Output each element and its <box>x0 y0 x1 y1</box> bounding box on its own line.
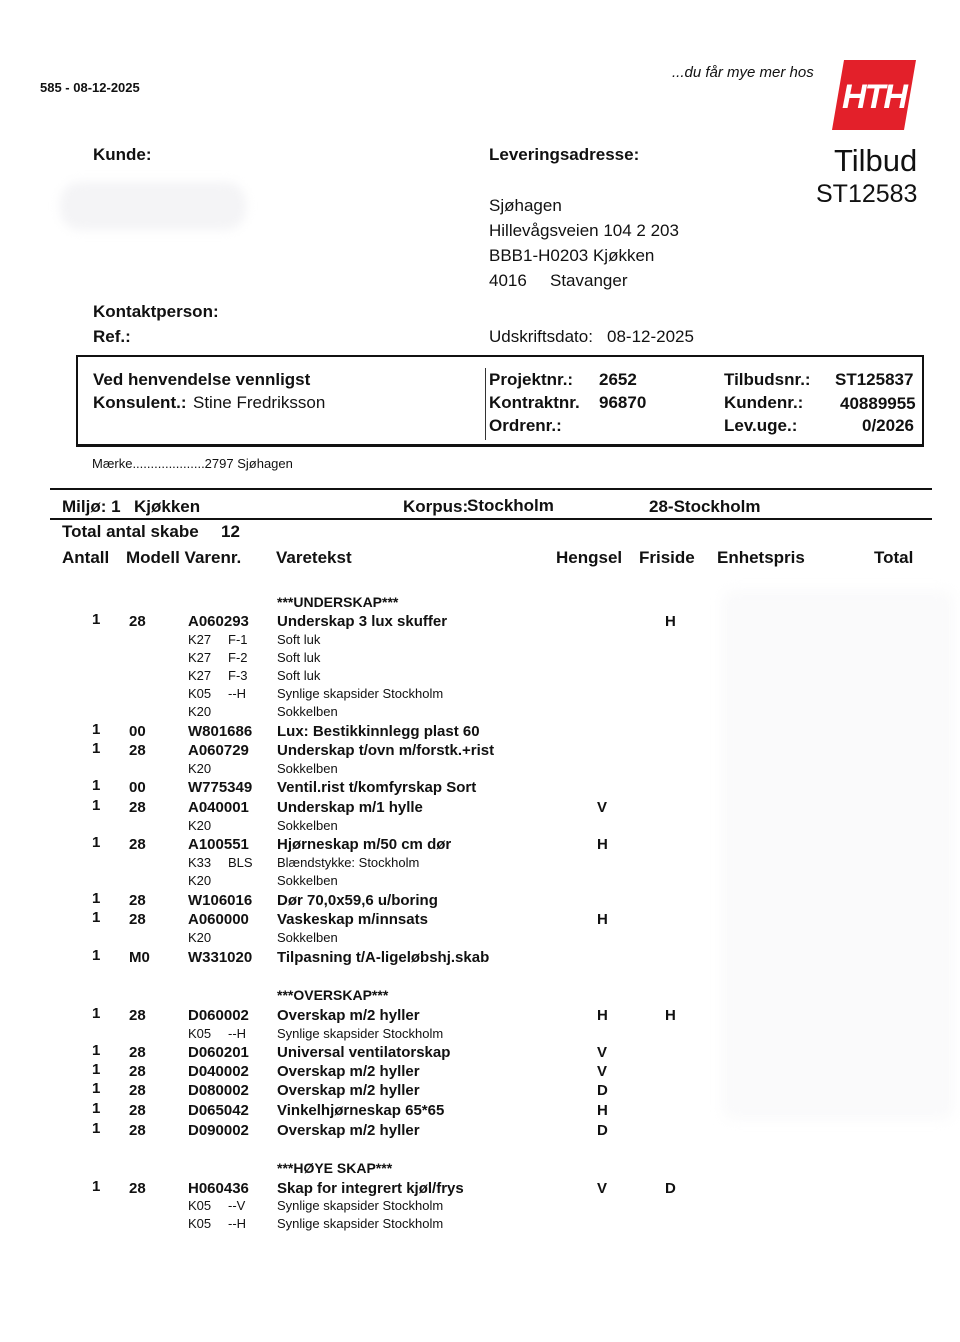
item-description: Overskap m/2 hyller <box>277 1063 420 1080</box>
item-model: 28 <box>129 799 146 816</box>
delivery-address-street: Hillevågsveien 104 2 203 <box>489 221 679 240</box>
item-quantity: 1 <box>92 947 101 964</box>
option-text: Blændstykke: Stockholm <box>277 855 420 870</box>
item-hinge: V <box>597 1063 608 1080</box>
item-description: Vaskeskap m/innsats <box>277 911 428 928</box>
item-model: 28 <box>129 1180 146 1197</box>
delivery-address-label: Leveringsadresse: <box>489 145 640 164</box>
option-code: K20 <box>188 704 212 719</box>
option-text: Soft luk <box>277 632 321 647</box>
info-box-divider <box>485 368 486 440</box>
item-number: W331020 <box>188 949 253 966</box>
section-title: ***UNDERSKAP*** <box>277 594 399 610</box>
item-row <box>0 1122 960 1141</box>
item-quantity: 1 <box>92 1178 101 1195</box>
option-variant: F-3 <box>228 668 248 683</box>
column-total: Total <box>874 548 914 567</box>
item-quantity: 1 <box>92 890 101 907</box>
column-enhetspris: Enhetspris <box>717 548 805 567</box>
item-model: 28 <box>129 911 146 928</box>
contact-note: Ved henvendelse vennligst <box>93 370 311 389</box>
item-model: 00 <box>129 779 146 796</box>
item-description: Overskap m/2 hyller <box>277 1082 420 1099</box>
option-variant: F-1 <box>228 632 248 647</box>
item-hinge: V <box>597 799 608 816</box>
column-antall: Antall <box>62 548 110 567</box>
item-number: A060000 <box>188 911 249 928</box>
delivery-week-label: Lev.uge.: <box>724 416 798 435</box>
item-hinge: D <box>597 1122 608 1139</box>
item-description: Tilpasning t/A-ligeløbshj.skab <box>277 949 490 966</box>
item-number: D080002 <box>188 1082 249 1099</box>
item-description: Underskap 3 lux skuffer <box>277 613 448 630</box>
item-quantity: 1 <box>92 1120 101 1137</box>
item-hinge: H <box>597 911 608 928</box>
item-description: Universal ventilatorskap <box>277 1044 451 1061</box>
item-hinge: D <box>597 1082 608 1099</box>
item-free-side: D <box>665 1180 676 1197</box>
item-description: Overskap m/2 hyller <box>277 1007 420 1024</box>
item-hinge: H <box>597 1102 608 1119</box>
item-quantity: 1 <box>92 740 101 757</box>
item-description: Dør 70,0x59,6 u/boring <box>277 892 438 909</box>
item-model: 28 <box>129 613 146 630</box>
project-number-label: Projektnr.: <box>489 370 574 389</box>
item-quantity: 1 <box>92 1100 101 1117</box>
option-text: Sokkelben <box>277 704 338 719</box>
item-hinge: H <box>597 1007 608 1024</box>
item-quantity: 1 <box>92 1005 101 1022</box>
environment-label: Miljø: 1 <box>62 497 121 516</box>
column-varetekst: Varetekst <box>276 548 352 567</box>
item-description: Ventil.rist t/komfyrskap Sort <box>277 779 477 796</box>
delivery-address-unit: BBB1-H0203 Kjøkken <box>489 246 655 265</box>
item-row <box>0 1180 960 1199</box>
option-text: Soft luk <box>277 668 321 683</box>
item-model: 28 <box>129 836 146 853</box>
item-number: D040002 <box>188 1063 249 1080</box>
delivery-week-value: 0/2026 <box>862 416 914 435</box>
option-code: K27 <box>188 650 212 665</box>
customer-label: Kunde: <box>93 145 152 164</box>
order-number-label: Ordrenr.: <box>489 416 562 435</box>
print-date-value: 08-12-2025 <box>607 327 694 346</box>
korpus-code: 28-Stockholm <box>649 497 761 516</box>
item-description: Hjørneskap m/50 cm dør <box>277 836 452 853</box>
logo-text: HTH <box>842 78 906 116</box>
section-top-rule <box>50 488 932 490</box>
item-option-row <box>0 1216 960 1235</box>
consultant-name: Stine Fredriksson <box>193 393 326 412</box>
prices-redacted <box>722 590 954 1120</box>
item-number: W775349 <box>188 779 253 796</box>
option-code: K05 <box>188 1216 212 1231</box>
item-number: W801686 <box>188 723 253 740</box>
contract-number-label: Kontraktnr. <box>489 393 580 412</box>
option-variant: --H <box>228 1026 247 1041</box>
item-option-row <box>0 1198 960 1217</box>
korpus-label: Korpus: <box>403 497 469 516</box>
option-variant: --V <box>228 1198 246 1213</box>
option-text: Sokkelben <box>277 818 338 833</box>
item-model: 28 <box>129 1063 146 1080</box>
option-text: Synlige skapsider Stockholm <box>277 1198 444 1213</box>
item-description: Overskap m/2 hyller <box>277 1122 420 1139</box>
item-quantity: 1 <box>92 1080 101 1097</box>
contact-person-label: Kontaktperson: <box>93 302 219 321</box>
section-bottom-rule <box>50 518 932 520</box>
item-model: 28 <box>129 1044 146 1061</box>
item-hinge: H <box>597 836 608 853</box>
item-model: 28 <box>129 1007 146 1024</box>
hth-logo <box>830 58 918 132</box>
option-code: K05 <box>188 686 212 701</box>
item-description: Underskap t/ovn m/forstk.+rist <box>277 742 495 759</box>
item-model: 28 <box>129 1102 146 1119</box>
contract-number-value: 96870 <box>599 393 647 412</box>
option-code: K20 <box>188 761 212 776</box>
option-variant: --H <box>228 686 247 701</box>
option-variant: BLS <box>228 855 253 870</box>
total-cabinets-value: 12 <box>221 522 240 541</box>
item-quantity: 1 <box>92 1042 101 1059</box>
item-model: 28 <box>129 1122 146 1139</box>
consultant-label: Konsulent.: <box>93 393 187 412</box>
option-text: Sokkelben <box>277 873 338 888</box>
item-number: D060002 <box>188 1007 249 1024</box>
column-friside: Friside <box>639 548 695 567</box>
offer-number-value: ST125837 <box>835 370 914 389</box>
item-number: A060293 <box>188 613 249 630</box>
project-number-value: 2652 <box>599 370 637 389</box>
item-number: D065042 <box>188 1102 249 1119</box>
option-text: Synlige skapsider Stockholm <box>277 1026 444 1041</box>
customer-name-redacted <box>60 182 246 230</box>
option-code: K27 <box>188 668 212 683</box>
slogan: ...du får mye mer hos <box>672 64 814 81</box>
item-number: A060729 <box>188 742 249 759</box>
option-variant: F-2 <box>228 650 248 665</box>
total-cabinets-label: Total antal skabe <box>62 522 199 541</box>
item-quantity: 1 <box>92 611 101 628</box>
option-text: Synlige skapsider Stockholm <box>277 1216 444 1231</box>
korpus-value: Stockholm <box>467 496 554 515</box>
option-code: K27 <box>188 632 212 647</box>
section-title: ***OVERSKAP*** <box>277 987 389 1003</box>
item-description: Lux: Bestikkinnlegg plast 60 <box>277 723 480 740</box>
environment-name: Kjøkken <box>134 497 201 516</box>
customer-number-label: Kundenr.: <box>724 393 804 412</box>
marking-line: Mærke....................2797 Sjøhagen <box>92 456 293 471</box>
item-free-side: H <box>665 1007 676 1024</box>
item-quantity: 1 <box>92 909 101 926</box>
item-quantity: 1 <box>92 721 101 738</box>
item-quantity: 1 <box>92 797 101 814</box>
item-model: 28 <box>129 1082 146 1099</box>
option-text: Sokkelben <box>277 761 338 776</box>
section-title: ***HØYE SKAP*** <box>277 1160 393 1176</box>
option-code: K20 <box>188 818 212 833</box>
document-number: ST12583 <box>816 180 918 208</box>
option-code: K33 <box>188 855 212 870</box>
item-number: W106016 <box>188 892 253 909</box>
item-quantity: 1 <box>92 834 101 851</box>
column-modell-varenr: Modell Varenr. <box>126 548 242 567</box>
option-code: K05 <box>188 1198 212 1213</box>
customer-number-value: 40889955 <box>840 394 916 413</box>
item-quantity: 1 <box>92 777 101 794</box>
option-text: Sokkelben <box>277 930 338 945</box>
item-description: Underskap m/1 hylle <box>277 799 423 816</box>
delivery-city: Stavanger <box>550 271 628 290</box>
reference-label: Ref.: <box>93 327 131 346</box>
item-hinge: V <box>597 1180 608 1197</box>
item-model: M0 <box>129 949 150 966</box>
item-description: Vinkelhjørneskap 65*65 <box>277 1102 445 1119</box>
item-number: D090002 <box>188 1122 249 1139</box>
option-code: K20 <box>188 930 212 945</box>
item-number: A040001 <box>188 799 249 816</box>
item-model: 28 <box>129 892 146 909</box>
option-text: Soft luk <box>277 650 321 665</box>
document-reference: 585 - 08-12-2025 <box>40 80 140 95</box>
item-free-side: H <box>665 613 676 630</box>
item-model: 28 <box>129 742 146 759</box>
option-text: Synlige skapsider Stockholm <box>277 686 444 701</box>
item-number: A100551 <box>188 836 249 853</box>
item-quantity: 1 <box>92 1061 101 1078</box>
item-description: Skap for integrert kjøl/frys <box>277 1180 464 1197</box>
item-number: D060201 <box>188 1044 249 1061</box>
print-date-label: Udskriftsdato: <box>489 327 593 346</box>
document-type: Tilbud <box>834 143 918 178</box>
option-code: K20 <box>188 873 212 888</box>
item-model: 00 <box>129 723 146 740</box>
option-code: K05 <box>188 1026 212 1041</box>
option-variant: --H <box>228 1216 247 1231</box>
delivery-postcode: 4016 <box>489 271 527 290</box>
item-hinge: V <box>597 1044 608 1061</box>
item-number: H060436 <box>188 1180 249 1197</box>
column-hengsel: Hengsel <box>556 548 623 567</box>
section-heading <box>0 1160 960 1179</box>
delivery-address-name: Sjøhagen <box>489 196 562 215</box>
offer-number-label: Tilbudsnr.: <box>724 370 811 389</box>
